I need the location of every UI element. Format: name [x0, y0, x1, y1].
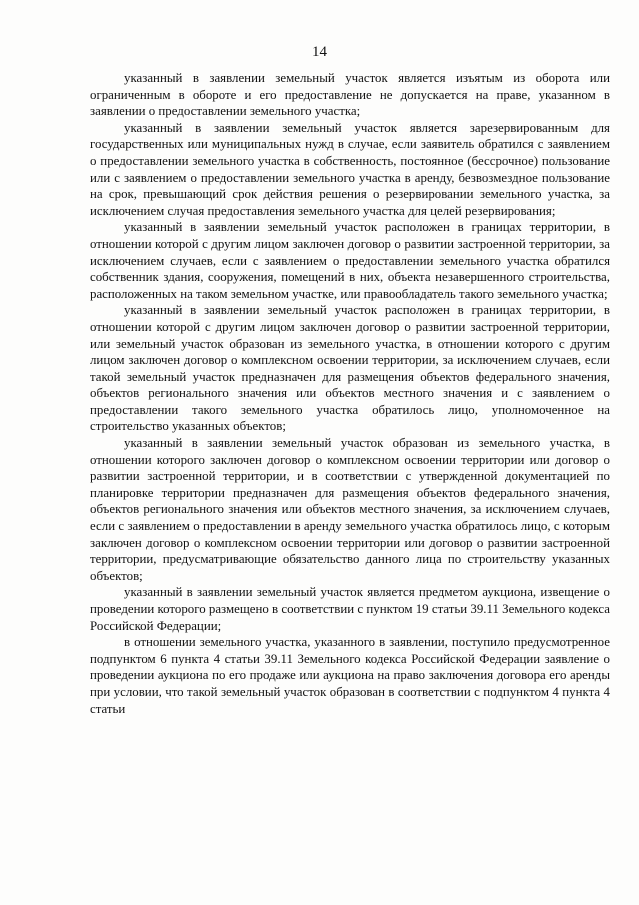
paragraph-reserved-for-public-needs: указанный в заявлении земельный участок является зарезервированным для государственных или муниципальных нужд в случае, если заявитель обратился с заявлением о предоставлении земельного участка в собственность, постоянное (бессрочное) пользование или с заявлением о предоставлении земельного участка в аренду, безвозмездное пользование на срок, превышающий срок действия решения о резервировании земельного участка, за исключением случая предоставления земельного участка для целей резервирования; — [90, 120, 610, 218]
paragraph-auction-application: в отношении земельного участка, указанного в заявлении, поступило предусмотренное подпунктом 6 пункта 4 статьи 39.11 Земельного кодекса Российской Федерации заявление о проведении аукциона по его продаже или аукциона на право заключения договора его аренды при условии, что такой земельный участок образован в соответствии с подпунктом 4 пункта 4 статьи — [90, 635, 610, 716]
paragraph-built-up-territory-development: указанный в заявлении земельный участок расположен в границах территории, в отношении которой с другим лицом заключен договор о развитии застроенной территории, за исключением случаев, если с заявлением о предоставлении земельного участка обратился собственник здания, сооружения, помещений в них, объекта незавершенного строительства, расположенных на таком земельном участке, или правообладатель такого земельного участка; — [90, 220, 610, 301]
document-body — [90, 70, 610, 717]
paragraph-auction-subject: указанный в заявлении земельный участок является предметом аукциона, извещение о проведении которого размещено в соответствии с пунктом 19 статьи 39.11 Земельного кодекса Российской Федерации; — [90, 585, 610, 633]
page-number: 14 — [312, 44, 327, 60]
paragraph-planning-documentation: указанный в заявлении земельный участок образован из земельного участка, в отношении которого заключен договор о комплексном освоении территории или договор о развитии застроенной территории, и в соответствии с утвержденной документацией по планировке территории предназначен для размещения объектов федерального значения, объектов регионального значения или объектов местного значения, за исключением случаев, если с заявлением о предоставлении в аренду земельного участка обратилось лицо, с которым заключен договор о комплексном освоении территории или договор о развитии застроенной территории, предусматривающие обязательство данного лица по строительству указанных объектов; — [90, 436, 610, 583]
paragraph-complex-development-territory: указанный в заявлении земельный участок расположен в границах территории, в отношении которой с другим лицом заключен договор о развитии застроенной территории, или земельный участок образован из земельного участка, в отношении которого с другим лицом заключен договор о комплексном освоении территории, за исключением случаев, если такой земельный участок предназначен для размещения объектов федерального значения, объектов регионального значения или объектов местного значения и с заявлением о предоставлении такого земельного участка обратилось лицо, уполномоченное на строительство указанных объектов; — [90, 303, 610, 434]
paragraph-withdrawn-from-circulation: указанный в заявлении земельный участок является изъятым из оборота или ограниченным в обороте и его предоставление не допускается на праве, указанном в заявлении о предоставлении земельного участка; — [90, 71, 610, 119]
